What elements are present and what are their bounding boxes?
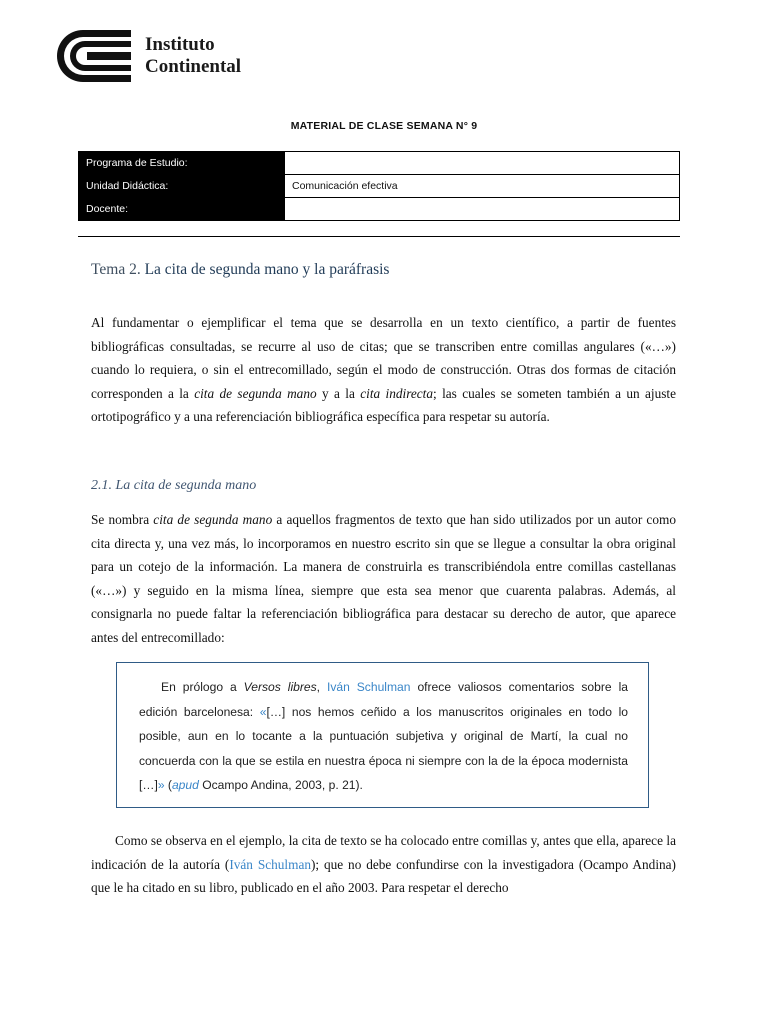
quote-text <box>139 675 628 798</box>
table-row <box>79 152 680 175</box>
quote-open-mark: « <box>259 704 267 719</box>
definition-text-start: Se nombra <box>91 512 154 527</box>
definition-paragraph <box>91 508 676 650</box>
explanation-paragraph <box>91 829 676 900</box>
intro-emphasis-2: cita indirecta <box>360 385 434 401</box>
course-info-table <box>78 151 680 221</box>
quote-comma: , <box>316 680 327 694</box>
quote-body: […] nos hemos ceñido a los manuscritos originales en todo lo posible, aun en lo tocante a la puntuación subjetiva y original de Martí, la cual no concuerda con la que se estila en nuestra época ni siempre con la de la época modernista […] <box>139 704 628 792</box>
intro-emphasis-1: cita de segunda mano <box>194 385 317 401</box>
quote-paren: ( <box>164 778 172 792</box>
program-label: Programa de Estudio: <box>79 152 285 175</box>
definition-emphasis: cita de segunda mano <box>153 512 273 527</box>
quote-apud: apud <box>171 778 199 792</box>
explanation-author: Iván Schulman <box>229 856 311 872</box>
definition-text-end: a aquellos fragmentos de texto que han sido utilizados por un autor como cita directa y, una vez más, lo incorporamos en nuestro escrito sin que se llegue a consultar la obra original para un cotejo de la información. La manera de construirla es transcribiéndola entre comillas castellanas («…») y seguido en la misma línea, siempre que esta sea menor que cuarenta palabras. Además, al consignarla no puede faltar la referenciación bibliográfica para destacar su derecho de autor, que aparece antes del entrecomillado: <box>91 512 676 645</box>
logo-text <box>145 34 241 78</box>
quote-example-box <box>116 662 649 808</box>
program-value <box>285 152 680 175</box>
unit-value: Comunicación efectiva <box>285 175 680 198</box>
quote-author: Iván Schulman <box>326 680 411 694</box>
heading-text: La cita de segunda mano y la paráfrasis <box>140 261 390 278</box>
table-row <box>79 198 680 221</box>
quote-close-mark: » <box>157 778 165 792</box>
explanation-text-start: Como se observa en el ejemplo, la cita de texto se ha colocado entre comillas y, antes que ella, aparece la indicación de la autoría ( <box>91 833 676 872</box>
heading-number: Tema 2. <box>91 261 141 278</box>
institution-logo <box>55 28 241 84</box>
teacher-value <box>285 198 680 221</box>
continental-logo-icon <box>55 28 133 84</box>
intro-text-end: ; las cuales se someten también a un ajuste ortotipográfico y a una referenciación bibliográfica específica para respetar su autoría. <box>91 385 676 425</box>
explanation-text-end: ); que no debe confundirse con la investigadora (Ocampo Andina) que le ha citado en su libro, publicado en el año 2003. Para respetar el derecho <box>91 856 676 896</box>
quote-lead: ofrece valiosos comentarios sobre la edición barcelonesa: <box>139 680 628 719</box>
document-title: MATERIAL DE CLASE SEMANA N° 9 <box>290 120 478 132</box>
intro-text: Al fundamentar o ejemplificar el tema que se desarrolla en un texto científico, a partir de fuentes bibliográficas consultadas, se recurre al uso de citas; que se transcriben entre comillas angulares («…») cuando lo requiera, o sin el entrecomillado, según el modo de construcción. Otras dos formas de citación corresponden a la <box>91 315 676 401</box>
divider <box>78 236 680 237</box>
table-row <box>79 175 680 198</box>
intro-text-mid: y a la <box>316 385 361 401</box>
unit-label: Unidad Didáctica: <box>79 175 285 198</box>
teacher-label: Docente: <box>79 198 285 221</box>
quote-intro: En prólogo a <box>161 680 244 694</box>
quote-reference: Ocampo Andina, 2003, p. 21). <box>198 778 363 792</box>
subsection-heading: 2.1. La cita de segunda mano <box>91 478 257 493</box>
logo-line1: Instituto <box>145 34 215 55</box>
intro-paragraph <box>91 311 676 429</box>
section-heading <box>91 261 389 279</box>
logo-line2: Continental <box>145 56 242 77</box>
quote-book-title: Versos libres <box>243 680 317 694</box>
